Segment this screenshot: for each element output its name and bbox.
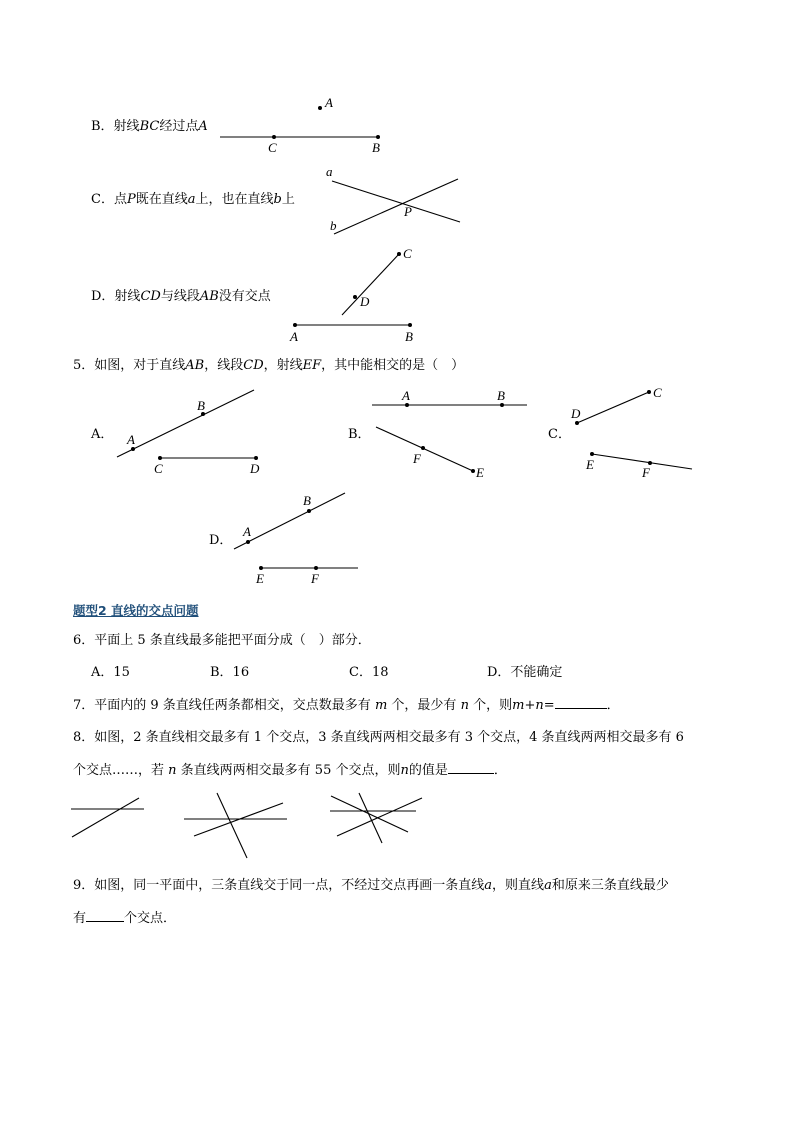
point-a <box>405 403 409 407</box>
q4-option-b: B．射线BC经过点A <box>91 119 208 134</box>
point-c <box>272 135 276 139</box>
segment-cd <box>577 392 649 423</box>
q4-option-d: D．射线CD与线段AB没有交点 <box>91 289 271 304</box>
label-f: F <box>311 571 319 586</box>
point-a <box>318 106 322 110</box>
label-a: a <box>326 164 333 179</box>
answer-blank[interactable] <box>555 696 607 709</box>
point-e <box>259 566 263 570</box>
label-e: E <box>256 571 264 586</box>
label-b: B <box>405 329 413 344</box>
answer-blank[interactable] <box>86 909 124 922</box>
label-f: F <box>642 465 650 480</box>
label-f: F <box>413 451 421 466</box>
point-f <box>421 446 425 450</box>
q4-option-c: C．点P既在直线a上，也在直线b上 <box>91 192 295 207</box>
q5-option-b-label: B． <box>348 427 371 442</box>
q8-figure-4-lines <box>328 790 428 860</box>
q8-line-1: 8．如图，2 条直线相交最多有 1 个交点，3 条直线两两相交最多有 3 个交点，4 条直线两两相交最多有 6 <box>73 730 684 745</box>
label-e: E <box>586 457 594 472</box>
label-d: D <box>250 461 260 476</box>
point-e <box>590 452 594 456</box>
point-f <box>314 566 318 570</box>
point-d <box>575 421 579 425</box>
label-c: C <box>653 385 662 400</box>
label-d: D <box>571 406 581 421</box>
label-b: B <box>497 388 505 403</box>
q8-line-2: 个交点……，若 n 条直线两两相交最多有 55 个交点，则n的值是 ． <box>73 763 507 778</box>
label-a: A <box>243 524 251 539</box>
point-c <box>158 456 162 460</box>
label-p: P <box>404 204 412 219</box>
point-a <box>131 447 135 451</box>
point-a <box>293 323 297 327</box>
q6-option-b: B．16 <box>210 665 250 680</box>
line <box>72 798 139 837</box>
label-a: A <box>290 329 298 344</box>
q5-figure-a <box>110 385 270 480</box>
point-c <box>647 390 651 394</box>
label-a: A <box>127 432 135 447</box>
point-a <box>246 540 250 544</box>
point-c <box>397 252 401 256</box>
label-c: C <box>268 140 277 155</box>
q5-stem: 5．如图，对于直线AB，线段CD，射线EF，其中能相交的是（ ） <box>73 358 465 373</box>
q5-figure-b <box>365 382 540 482</box>
q6-option-a: A．15 <box>91 665 130 680</box>
label-e: E <box>476 465 484 480</box>
label-a: A <box>325 95 333 110</box>
q5-option-c-label: C． <box>548 427 571 442</box>
point-d <box>353 295 357 299</box>
q9-line-1: 9．如图，同一平面中，三条直线交于同一点，不经过交点再画一条直线a，则直线a和原来三条直线最少 <box>73 878 669 893</box>
q4-figure-c <box>320 160 470 240</box>
line <box>337 798 422 836</box>
label-c: C <box>154 461 163 476</box>
section-heading: 题型2 直线的交点问题 <box>73 603 199 618</box>
q6-option-c: C．18 <box>349 665 389 680</box>
label-b: b <box>330 218 337 233</box>
q6-option-d: D．不能确定 <box>487 665 563 680</box>
q6-stem: 6．平面上 5 条直线最多能把平面分成（ ）部分． <box>73 633 371 648</box>
q8-figure-2-lines <box>68 790 148 840</box>
q7-stem: 7．平面内的 9 条直线任两条都相交，交点数最多有 m 个，最少有 n 个，则m+n= ． <box>73 698 620 713</box>
answer-blank[interactable] <box>448 761 494 774</box>
line-ab <box>234 493 345 549</box>
label-b: B <box>303 493 311 508</box>
q4-figure-d <box>280 242 430 346</box>
q5-figure-d <box>225 485 370 585</box>
line-ab <box>117 390 254 457</box>
point-b <box>408 323 412 327</box>
point-b <box>376 135 380 139</box>
label-d: D <box>360 294 370 309</box>
q4-figure-b <box>210 92 400 162</box>
label-b: B <box>372 140 380 155</box>
point-b <box>307 509 311 513</box>
label-a: A <box>402 388 410 403</box>
q9-line-2: 有 个交点． <box>73 911 177 926</box>
q5-option-d-label: D． <box>209 533 233 548</box>
label-c: C <box>403 246 412 261</box>
label-b: B <box>197 398 205 413</box>
q5-option-a-label: A． <box>91 427 114 442</box>
q8-figure-3-lines <box>180 790 290 860</box>
point-b <box>500 403 504 407</box>
point-e <box>471 469 475 473</box>
point-d <box>254 456 258 460</box>
ray-cd <box>342 254 399 315</box>
q5-figure-c <box>565 380 705 480</box>
line <box>331 796 408 832</box>
